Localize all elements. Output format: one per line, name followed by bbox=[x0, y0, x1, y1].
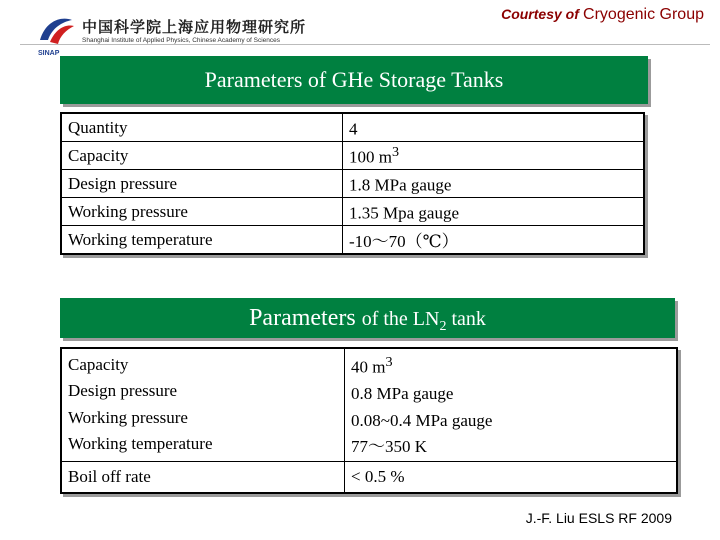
ln2-parameters-table bbox=[60, 347, 678, 494]
table-row bbox=[61, 113, 644, 142]
param-label: Capacity bbox=[61, 142, 343, 170]
ln2-title-main: Parameters bbox=[249, 305, 356, 331]
logo-chinese-name: 中国科学院上海应用物理研究所 bbox=[82, 18, 307, 36]
param-value: < 0.5 % bbox=[345, 461, 678, 493]
table-row bbox=[61, 348, 677, 461]
logo-english-name: Shanghai Institute of Applied Physics, Chinese Academy of Sciences bbox=[82, 37, 281, 44]
table-row bbox=[61, 226, 644, 255]
param-value: 0.08~0.4 MPa gauge bbox=[351, 410, 493, 430]
param-value: 1.8 MPa gauge bbox=[343, 170, 645, 198]
param-label-group bbox=[61, 348, 345, 461]
logo-abbreviation: SINAP bbox=[38, 50, 60, 57]
ghe-parameters-table bbox=[60, 112, 645, 255]
table-row bbox=[61, 170, 644, 198]
param-value: 100 $m^3$ bbox=[343, 142, 645, 170]
footer-credit: J.-F. Liu ESLS RF 2009 bbox=[525, 510, 672, 526]
sinap-logo-icon bbox=[36, 14, 76, 48]
table-row bbox=[61, 461, 677, 493]
header-divider bbox=[20, 44, 710, 45]
param-value-group bbox=[345, 348, 678, 461]
param-label: Capacity bbox=[68, 354, 129, 374]
param-label: Boil off rate bbox=[61, 461, 345, 493]
param-value: 77～350 K bbox=[351, 437, 428, 457]
param-value: 4 bbox=[343, 113, 645, 142]
param-value: 40 $m^3$ bbox=[351, 354, 393, 377]
param-label: Design pressure bbox=[61, 170, 343, 198]
table-row bbox=[61, 198, 644, 226]
param-label: Working pressure bbox=[61, 198, 343, 226]
ln2-title-rest: of the $LN_2$ tank bbox=[361, 308, 486, 334]
ghe-tanks-title-banner bbox=[60, 56, 648, 104]
ghe-tanks-title: Parameters of GHe Storage Tanks bbox=[204, 67, 504, 92]
param-label: Quantity bbox=[61, 113, 343, 142]
param-label: Design pressure bbox=[68, 381, 178, 401]
courtesy-prefix: Courtesy of bbox=[501, 6, 579, 22]
courtesy-group: Cryogenic Group bbox=[583, 6, 704, 23]
param-label: Working pressure bbox=[68, 407, 188, 427]
param-value: 1.35 Mpa gauge bbox=[343, 198, 645, 226]
param-value: 0.8 MPa gauge bbox=[351, 384, 454, 404]
table-row bbox=[61, 142, 644, 170]
param-label: Working temperature bbox=[61, 226, 343, 255]
ln2-tank-title-banner bbox=[60, 298, 675, 338]
param-label: Working temperature bbox=[68, 434, 213, 454]
courtesy-credit bbox=[501, 6, 704, 24]
param-value: -10～70（℃） bbox=[343, 226, 645, 255]
